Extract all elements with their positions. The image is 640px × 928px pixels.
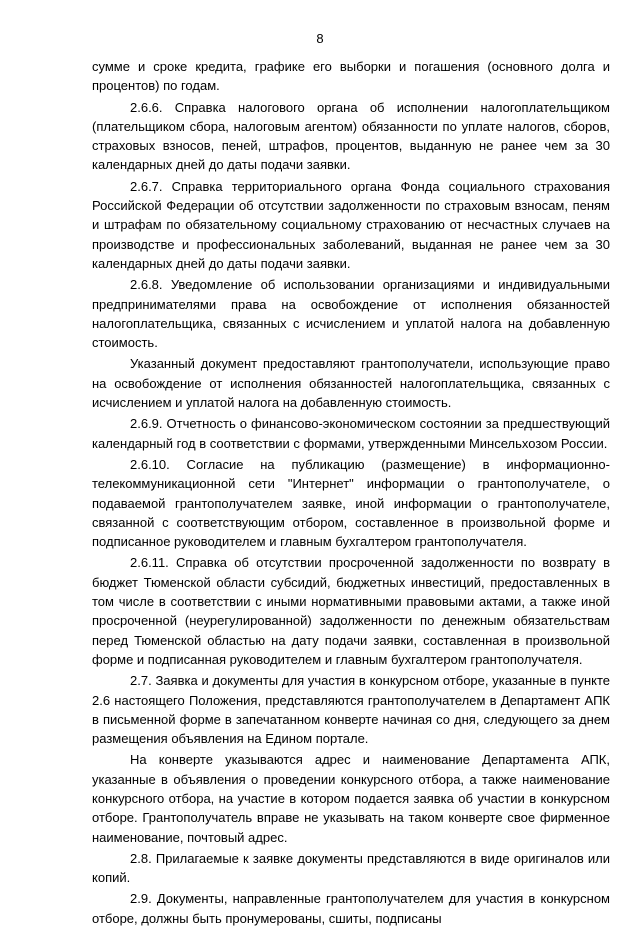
document-body [92, 57, 610, 928]
paragraph-2-6-11: 2.6.11. Справка об отсутствии просроченной задолженности по возврату в бюджет Тюменской области субсидий, бюджетных инвестиций, предоставленных в том числе в соответствии с иными нормативными правовыми актами, а также иной просроченной (неурегулированной) задолженности по денежным обязательствам перед Тюменской областью на дату подачи заявки, составленная в произвольной форме и подписанная руководителем и главным бухгалтером грантополучателя. [92, 555, 610, 667]
paragraph-2-6-7: 2.6.7. Справка территориального органа Фонда социального страхования Российской Федерации об отсутствии задолженности по страховым взносам, пеням и штрафам по обязательному социальному страхованию от несчастных случаев на производстве и профессиональных заболеваний, выданная не ранее чем за 30 календарных дней до даты подачи заявки. [92, 178, 610, 271]
paragraph-2-7: 2.7. Заявка и документы для участия в конкурсном отборе, указанные в пункте 2.6 настоящего Положения, представляются грантополучателем в Департамент АПК в письменной форме в запечатанном конверте начиная со дня, следующего за днем размещения объявления на Едином портале. [92, 673, 610, 747]
paragraph-2-6-10: 2.6.10. Согласие на публикацию (размещение) в информационно-телекоммуникационной сети "Интернет" информации о грантополучателе, о подаваемой грантополучателем заявке, иной информации о грантополучателе, связанной с соответствующим отбором, составленное в произвольной форме и подписанное руководителем и главным бухгалтером грантополучателя. [92, 456, 610, 550]
paragraph-2-8: 2.8. Прилагаемые к заявке документы представляются в виде оригиналов или копий. [92, 850, 610, 886]
page-number: 8 [316, 31, 324, 46]
paragraph-2-9: 2.9. Документы, направленные грантополучателем для участия в конкурсном отборе, должны быть пронумерованы, сшиты, подписаны [92, 891, 610, 926]
paragraph-2-6-8: 2.6.8. Уведомление об использовании организациями и индивидуальными предпринимателями права на освобождение от исполнения обязанностей налогоплательщика, связанных с исчислением и уплатой налога на добавленную стоимость. [92, 277, 610, 351]
paragraph-2-6-8-note: Указанный документ предоставляют грантополучатели, использующие право на освобождение от исполнения обязанностей налогоплательщика, связанных с исчислением и уплатой налога на добавленную стоимость. [92, 356, 610, 411]
paragraph-continuation: сумме и сроке кредита, графике его выборки и погашения (основного долга и процентов) по годам. [92, 59, 610, 94]
paragraph-2-6-6: 2.6.6. Справка налогового органа об исполнении налогоплательщиком (плательщиком сбора, налоговым агентом) обязанности по уплате налогов, сборов, страховых взносов, пеней, штрафов, процентов, выданную не ранее чем за 30 календарных дней до даты подачи заявки. [92, 99, 610, 173]
paragraph-2-7-envelope: На конверте указываются адрес и наименование Департамента АПК, указанные в объявления о проведении конкурсного отбора, а также наименование конкурсного отбора, на участие в котором подается заявка об участии в конкурсном отборе. Грантополучатель вправе не указывать на таком конверте свое фирменное наименование, почтовый адрес. [92, 752, 610, 845]
paragraph-2-6-9: 2.6.9. Отчетность о финансово-экономическом состоянии за предшествующий календарный год в соответствии с формами, утвержденными Минсельхозом России. [92, 416, 610, 451]
